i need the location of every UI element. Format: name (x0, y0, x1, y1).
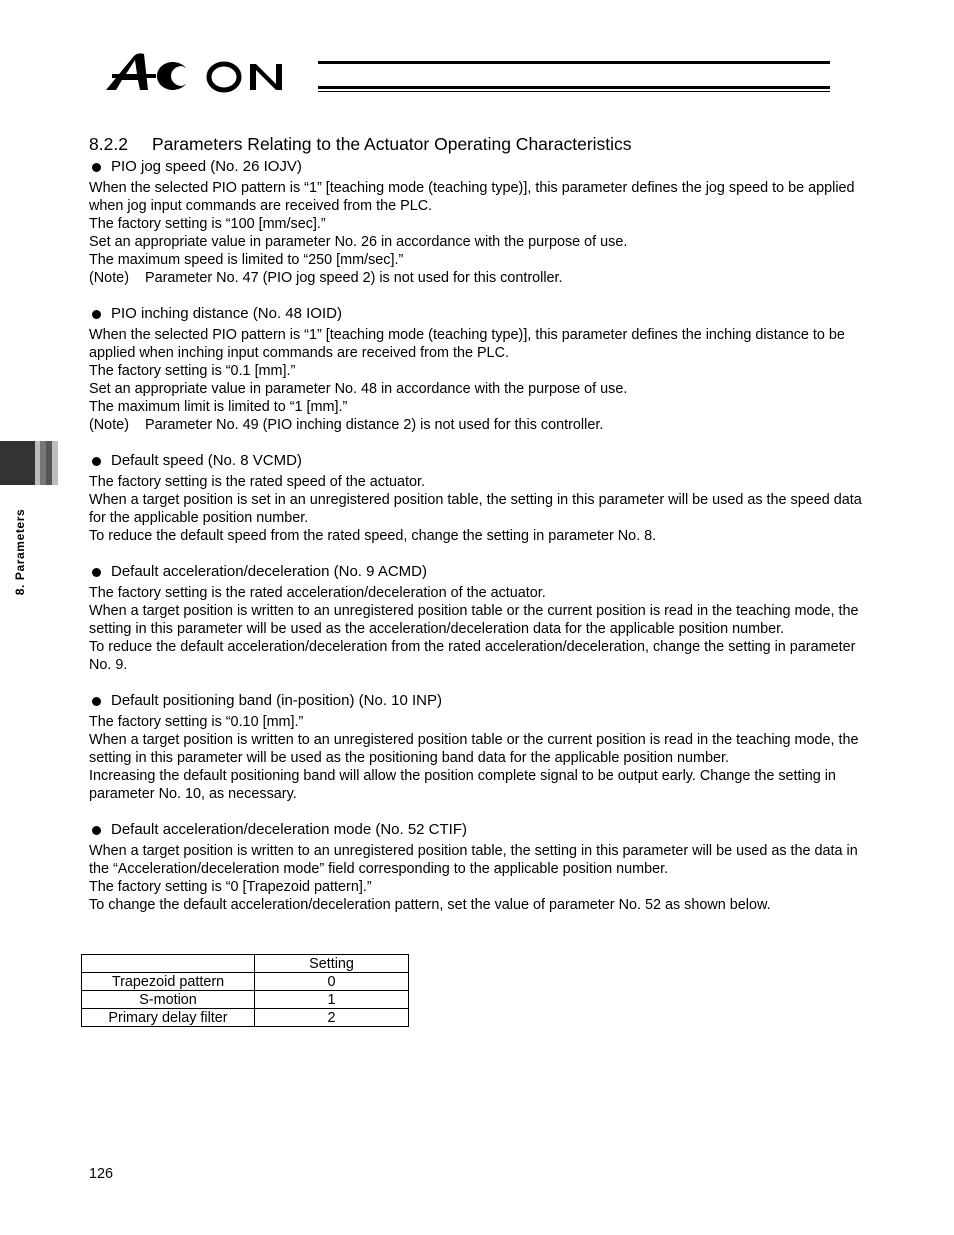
table-cell: S-motion (82, 991, 255, 1009)
item-heading: PIO inching distance (No. 48 IOID) (89, 305, 879, 323)
item-heading: Default speed (No. 8 VCMD) (89, 452, 879, 470)
paragraph: The factory setting is “0.10 [mm].” (89, 714, 304, 730)
paragraph: The factory setting is “0 [Trapezoid pattern].” (89, 879, 372, 895)
bullet-icon (92, 826, 101, 835)
paragraph: The factory setting is “0.1 [mm].” (89, 363, 296, 379)
bullet-icon (92, 697, 101, 706)
paragraph: The factory setting is the rated acceleration/deceleration of the actuator. (89, 585, 546, 601)
table-cell: Primary delay filter (82, 1009, 255, 1027)
paragraph: To change the default acceleration/deceleration pattern, set the value of parameter No. 52 as shown below. (89, 897, 771, 913)
paragraph: The factory setting is the rated speed of the actuator. (89, 474, 425, 490)
chapter-tab (0, 441, 58, 485)
table-header-row (82, 955, 409, 973)
accel-mode-table (81, 954, 409, 1027)
bullet-icon (92, 310, 101, 319)
table-row (82, 991, 409, 1009)
item-heading: Default acceleration/deceleration (No. 9 ACMD) (89, 563, 879, 581)
item-heading: Default positioning band (in-position) (No. 10 INP) (89, 692, 879, 710)
main-content (89, 133, 879, 914)
paragraph: Increasing the default positioning band will allow the position complete signal to be output early. Change the setting in parameter No. 10, as necessary. (89, 768, 836, 802)
paragraph: Set an appropriate value in parameter No. 26 in accordance with the purpose of use. (89, 234, 628, 250)
paragraph: The maximum limit is limited to “1 [mm].” (89, 399, 348, 415)
bullet-icon (92, 568, 101, 577)
section-title: Parameters Relating to the Actuator Operating Characteristics (152, 134, 632, 154)
chapter-label-text: 8. Parameters (13, 508, 27, 596)
bullet-icon (92, 457, 101, 466)
section-heading (89, 133, 879, 155)
paragraph: Set an appropriate value in parameter No. 48 in accordance with the purpose of use. (89, 381, 628, 397)
acon-logo (104, 50, 324, 94)
page-number: 126 (89, 1166, 114, 1182)
table-header-cell (82, 955, 255, 973)
paragraph: To reduce the default acceleration/deceleration from the rated acceleration/deceleration, change the setting in parameter No. 9. (89, 639, 856, 673)
item-heading: Default acceleration/deceleration mode (No. 52 CTIF) (89, 821, 879, 839)
note (89, 269, 879, 287)
section-number: 8.2.2 (89, 134, 128, 154)
paragraph: When a target position is written to an unregistered position table, the setting in this parameter will be used as the data in the “Acceleration/deceleration mode” field corresponding to the applicable position number. (89, 843, 858, 877)
table-cell: 0 (255, 973, 409, 991)
table-cell: 1 (255, 991, 409, 1009)
bullet-icon (92, 163, 101, 172)
table-header-cell: Setting (255, 955, 409, 973)
paragraph: To reduce the default speed from the rated speed, change the setting in parameter No. 8. (89, 528, 657, 544)
table-row (82, 1009, 409, 1027)
item-heading: PIO jog speed (No. 26 IOJV) (89, 158, 879, 176)
note-tag: (Note) (89, 270, 129, 286)
note-tag: (Note) (89, 417, 129, 433)
paragraph: The factory setting is “100 [mm/sec].” (89, 216, 326, 232)
table-cell: 2 (255, 1009, 409, 1027)
paragraph: When the selected PIO pattern is “1” [teaching mode (teaching type)], this parameter defines the jog speed to be applied when jog input commands are received from the PLC. (89, 180, 855, 214)
paragraph: When a target position is set in an unregistered position table, the setting in this parameter will be used as the speed data for the applicable position number. (89, 492, 862, 526)
table-row (82, 973, 409, 991)
note-text: Parameter No. 49 (PIO inching distance 2) is not used for this controller. (145, 417, 604, 433)
header-rule-top (318, 61, 830, 64)
note (89, 416, 879, 434)
header-rule-thin (318, 91, 830, 92)
paragraph: When the selected PIO pattern is “1” [teaching mode (teaching type)], this parameter defines the inching distance to be applied when inching input commands are received from the PLC. (89, 327, 845, 361)
header-rule-bottom (318, 86, 830, 89)
note-text: Parameter No. 47 (PIO jog speed 2) is not used for this controller. (145, 270, 563, 286)
paragraph: The maximum speed is limited to “250 [mm/sec].” (89, 252, 404, 268)
paragraph: When a target position is written to an unregistered position table or the current position is read in the teaching mode, the setting in this parameter will be used as the acceleration/deceleration data for the applicable position number. (89, 603, 859, 637)
paragraph: When a target position is written to an unregistered position table or the current position is read in the teaching mode, the setting in this parameter will be used as the positioning band data for the applicable position number. (89, 732, 859, 766)
table-cell: Trapezoid pattern (82, 973, 255, 991)
